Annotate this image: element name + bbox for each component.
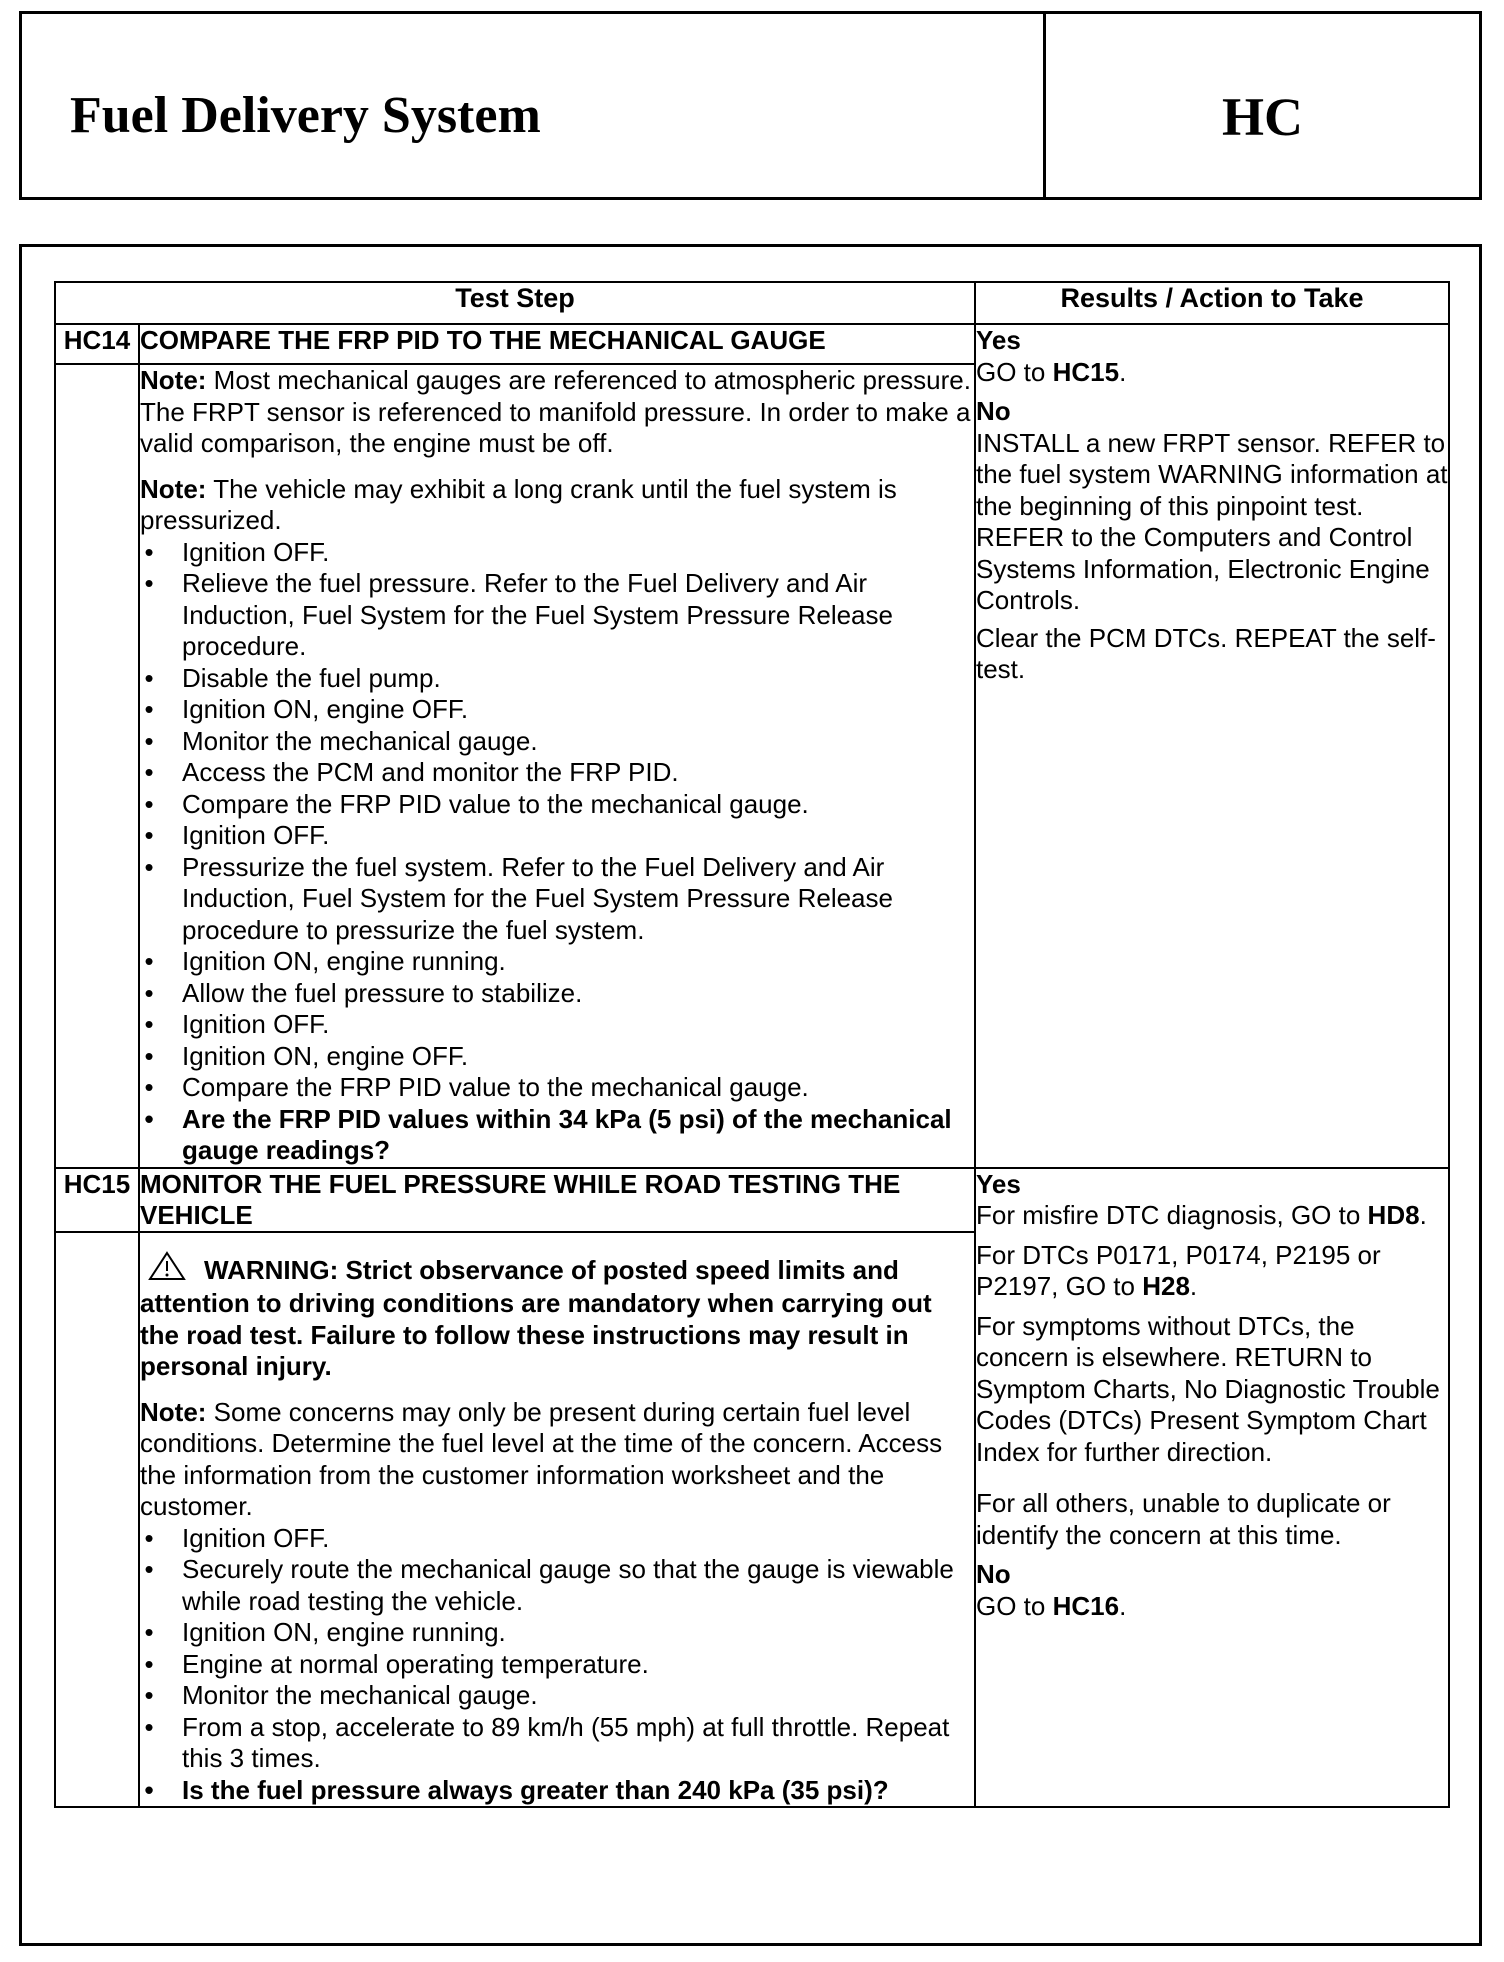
result-no xyxy=(976,396,1448,686)
result-yes-text: For all others, unable to duplicate or identify the concern at this time. xyxy=(976,1488,1391,1550)
goto-link: H28 xyxy=(1142,1271,1190,1301)
result-no xyxy=(976,1559,1448,1622)
result-no-text: GO to HC16. xyxy=(976,1590,1127,1621)
result-yes-text: For misfire DTC diagnosis, GO to HD8. xyxy=(976,1200,1427,1230)
list-item: • Compare the FRP PID value to the mechanical gauge. xyxy=(144,1072,809,1102)
step-results xyxy=(975,1168,1449,1808)
section-title: Fuel Delivery System xyxy=(70,87,541,144)
step-title-row xyxy=(55,324,1449,364)
page-header xyxy=(19,11,1482,200)
step-id: HC15 xyxy=(55,1168,139,1232)
section-code: HC xyxy=(1222,87,1303,147)
step-bullet-list xyxy=(140,537,974,1167)
result-yes-label: Yes xyxy=(976,325,1021,355)
result-no-text-2: Clear the PCM DTCs. REPEAT the self-test. xyxy=(976,622,1436,684)
list-item: • Pressurize the fuel system. Refer to the Fuel Delivery and Air Induction, Fuel System for the Fuel System Pressure Release procedure to pressurize the fuel system. xyxy=(144,851,893,945)
warning-paragraph: WARNING: Strict observance of posted speed limits and attention to driving conditions are mandatory when carrying out the road test. Failure to follow these instructions may result in personal injury. xyxy=(140,1251,974,1383)
note-paragraph: Note: Most mechanical gauges are referenced to atmospheric pressure. The FRPT sensor is referenced to manifold pressure. In order to make a valid comparison, the engine must be off. xyxy=(140,365,971,458)
step-id: HC14 xyxy=(55,324,139,364)
column-header-results: Results / Action to Take xyxy=(975,282,1449,324)
list-item: • Compare the FRP PID value to the mechanical gauge. xyxy=(144,788,809,819)
step-body xyxy=(139,364,975,1168)
step-bullet-list xyxy=(140,1523,974,1807)
result-no-text: INSTALL a new FRPT sensor. REFER to the fuel system WARNING information at the beginning of this pinpoint test. REFER to the Computers and Control Systems Information, Electronic Engine Controls. xyxy=(976,427,1448,615)
step-body xyxy=(139,1232,975,1808)
list-item: • Ignition ON, engine OFF. xyxy=(144,694,469,724)
step-title: COMPARE THE FRP PID TO THE MECHANICAL GAUGE xyxy=(139,324,975,364)
step-id-spacer xyxy=(55,364,139,1168)
list-item: • Ignition OFF. xyxy=(144,1522,330,1553)
result-no-label: No xyxy=(976,396,1011,426)
warning-triangle-icon xyxy=(148,1251,186,1289)
result-yes xyxy=(976,325,1448,388)
list-item: • Monitor the mechanical gauge. xyxy=(144,1680,538,1710)
goto-link: HD8 xyxy=(1367,1200,1420,1230)
result-yes-text: For symptoms without DTCs, the concern is elsewhere. RETURN to Symptom Charts, No Diagnostic Trouble Codes (DTCs) Present Symptom Chart Index for further direction. xyxy=(976,1310,1440,1467)
list-item: • Securely route the mechanical gauge so that the gauge is viewable while road testing the vehicle. xyxy=(144,1554,954,1616)
step-question: • Are the FRP PID values within 34 kPa (5 psi) of the mechanical gauge readings? xyxy=(144,1103,952,1165)
table-header-row xyxy=(55,282,1449,324)
note-paragraph: Note: The vehicle may exhibit a long crank until the fuel system is pressurized. xyxy=(140,473,897,535)
result-yes xyxy=(976,1169,1448,1552)
list-item: • Engine at normal operating temperature. xyxy=(144,1648,649,1679)
step-title: MONITOR THE FUEL PRESSURE WHILE ROAD TESTING THE VEHICLE xyxy=(139,1168,975,1232)
list-item: • Ignition OFF. xyxy=(144,820,330,850)
list-item: • Monitor the mechanical gauge. xyxy=(144,725,538,756)
step-id-spacer xyxy=(55,1232,139,1808)
goto-link: HC15 xyxy=(1052,356,1120,387)
result-yes-label: Yes xyxy=(976,1168,1021,1199)
list-item: • Allow the fuel pressure to stabilize. xyxy=(144,977,583,1008)
test-step-table xyxy=(54,281,1450,1808)
goto-link: HC16 xyxy=(1052,1590,1120,1621)
list-item: • Relieve the fuel pressure. Refer to the Fuel Delivery and Air Induction, Fuel System for the Fuel System Pressure Release procedure. xyxy=(144,568,893,661)
list-item: • From a stop, accelerate to 89 km/h (55 mph) at full throttle. Repeat this 3 times. xyxy=(144,1711,950,1773)
list-item: • Access the PCM and monitor the FRP PID. xyxy=(144,757,679,787)
step-title-row xyxy=(55,1168,1449,1232)
result-no-label: No xyxy=(976,1559,1011,1589)
result-yes-text: For DTCs P0171, P0174, P2195 or P2197, GO to H28. xyxy=(976,1239,1381,1301)
list-item: • Ignition ON, engine OFF. xyxy=(144,1040,469,1071)
column-header-test-step: Test Step xyxy=(55,282,975,324)
step-question: • Is the fuel pressure always greater than 240 kPa (35 psi)? xyxy=(144,1774,889,1805)
list-item: • Ignition OFF. xyxy=(144,1009,330,1039)
list-item: • Disable the fuel pump. xyxy=(144,662,441,693)
list-item: • Ignition ON, engine running. xyxy=(144,1617,506,1647)
list-item: • Ignition ON, engine running. xyxy=(144,946,506,976)
step-results xyxy=(975,324,1449,1168)
result-yes-text: GO to HC15. xyxy=(976,356,1127,387)
note-paragraph: Note: Some concerns may only be present during certain fuel level conditions. Determine the fuel level at the time of the concern. Access the information from the customer information worksheet and the customer. xyxy=(140,1396,943,1521)
list-item: • Ignition OFF. xyxy=(144,536,330,567)
